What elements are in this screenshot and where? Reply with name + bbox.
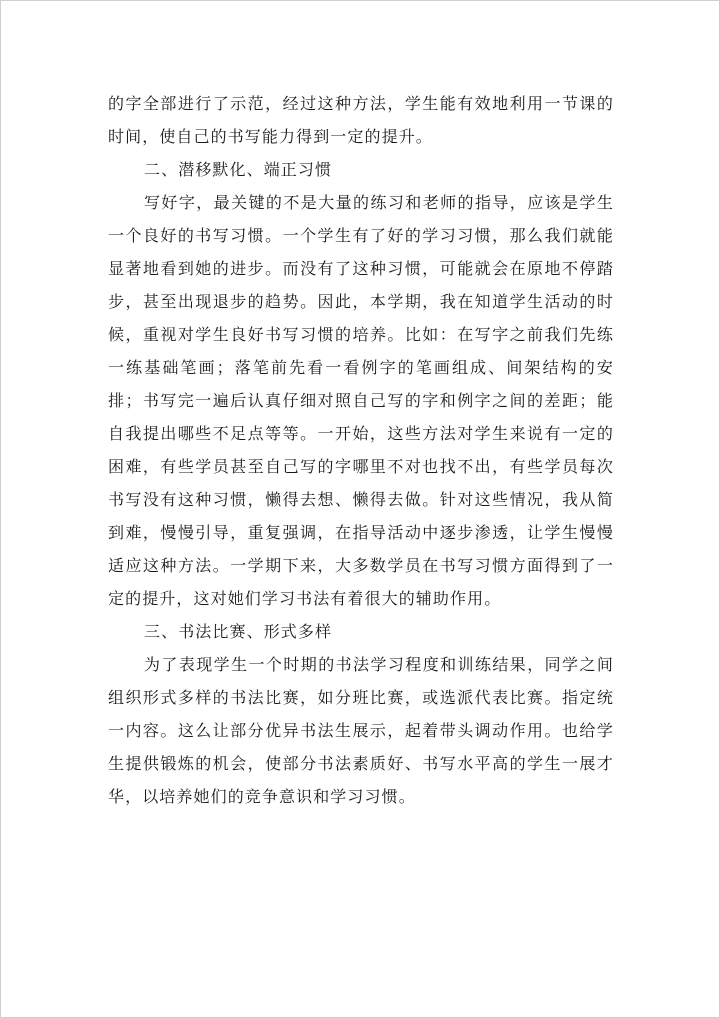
- paragraph-continuation: 的字全部进行了示范，经过这种方法，学生能有效地利用一节课的时间，使自己的书写能力得到一定的提升。: [108, 94, 614, 146]
- paragraph-competitions: 为了表现学生一个时期的书法学习程度和训练结果，同学之间组织形式多样的书法比赛，如分班比赛，或选派代表比赛。指定统一内容。这么让部分优异书法生展示，起着带头调动作用。也给学生提供锻炼的机会，使部分书法素质好、书写水平高的学生一展才华，以培养她们的竞争意识和学习习惯。: [108, 655, 614, 806]
- section-heading-3: 三、书法比赛、形式多样: [144, 622, 333, 641]
- paragraph-habits: 写好字，最关键的不是大量的练习和老师的指导，应该是学生一个良好的书写习惯。一个学生有了好的学习习惯，那么我们就能显著地看到她的进步。而没有了这种习惯，可能就会在原地不停踏步，甚至出现退步的趋势。因此，本学期，我在知道学生活动的时候，重视对学生良好书写习惯的培养。比如：在写字之前我们先练一练基础笔画；落笔前先看一看例字的笔画组成、间架结构的安排；书写完一遍后认真仔细对照自己写的字和例字之间的差距；能自我提出哪些不足点等等。一开始，这些方法对学生来说有一定的困难，有些学员甚至自己写的字哪里不对也找不出，有些学员每次书写没有这种习惯，懒得去想、懒得去做。针对这些情况，我从简到难，慢慢引导，重复强调，在指导活动中逐步渗透，让学生慢慢适应这种方法。一学期下来，大多数学员在书写习惯方面得到了一定的提升，这对她们学习书法有着很大的辅助作用。: [108, 193, 614, 608]
- section-heading-2: 二、潜移默化、端正习惯: [144, 160, 333, 179]
- document-body: [108, 87, 614, 813]
